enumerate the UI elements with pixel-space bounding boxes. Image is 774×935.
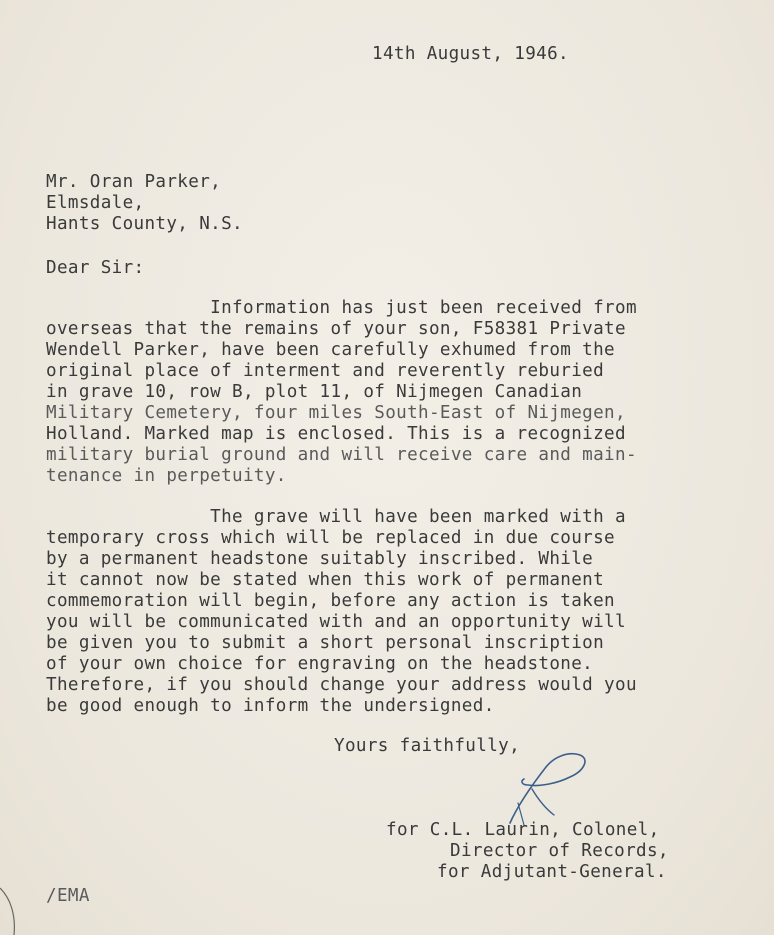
letter-date: 14th August, 1946. [372, 44, 569, 64]
paragraph-1-line: tenance in perpetuity. [46, 466, 287, 486]
address-line: Hants County, N.S. [46, 214, 243, 234]
address-line: Elmsdale, [46, 193, 145, 213]
paragraph-1-line: original place of interment and reverently reburied [46, 361, 605, 381]
page-edge-mark [0, 880, 30, 935]
reference-initials: /EMA [46, 886, 90, 906]
paragraph-2-line: of your own choice for engraving on the headstone. [46, 654, 594, 674]
paragraph-1-line: Military Cemetery, four miles South-East of Nijmegen, [46, 403, 626, 423]
paragraph-1-line: Information has just been received from [46, 298, 637, 318]
paragraph-2-line: it cannot now be stated when this work of permanent [46, 570, 605, 590]
paragraph-1-line: overseas that the remains of your son, F58381 Private [46, 319, 626, 339]
closing: Yours faithfully, [334, 736, 521, 756]
paragraph-1-line: Wendell Parker, have been carefully exhumed from the [46, 340, 616, 360]
paragraph-2-line: be good enough to inform the undersigned. [46, 696, 495, 716]
salutation: Dear Sir: [46, 258, 145, 278]
address-line: Mr. Oran Parker, [46, 172, 222, 192]
paragraph-1-line: military burial ground and will receive care and main- [46, 445, 637, 465]
signature-line: for C.L. Laurin, Colonel, [386, 820, 660, 840]
paragraph-2-line: commemoration will begin, before any action is taken [46, 591, 616, 611]
paragraph-2-line: by a permanent headstone suitably inscribed. While [46, 549, 594, 569]
paragraph-2-line: you will be communicated with and an opportunity will [46, 612, 626, 632]
paragraph-1-line: in grave 10, row B, plot 11, of Nijmegen Canadian [46, 382, 583, 402]
paragraph-2-line: be given you to submit a short personal inscription [46, 633, 605, 653]
paragraph-2-line: Therefore, if you should change your address would you [46, 675, 637, 695]
paragraph-2-line: The grave will have been marked with a [46, 507, 626, 527]
signature-line: for Adjutant-General. [437, 862, 667, 882]
paragraph-2-line: temporary cross which will be replaced in due course [46, 528, 616, 548]
signature-line: Director of Records, [450, 841, 669, 861]
paragraph-1-line: Holland. Marked map is enclosed. This is a recognized [46, 424, 626, 444]
